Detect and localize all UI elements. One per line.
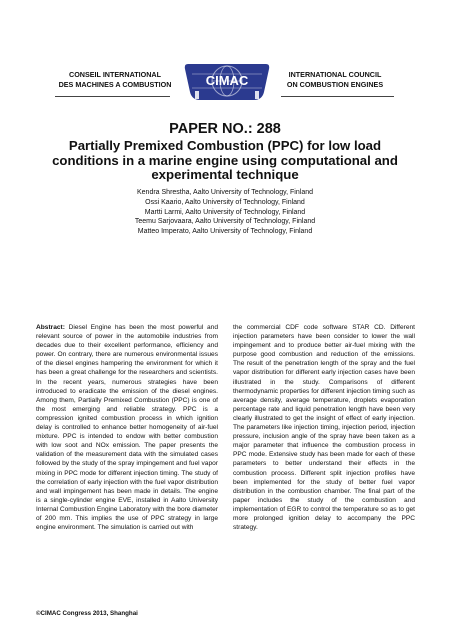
international-council-header [274, 70, 396, 90]
abstract-left-column [36, 323, 218, 532]
abstract-text-right: the commercial CDF code software STAR CD. Different injection parameters have been consider to lower the wall impingement and to produce better air-fuel mixing with the purpose good combustion and reduction of the emissions. The result of the penetration length of the spray and the fuel vapor distribution for different early injection cases have been illustrated in the study. Comparisons of different thermodynamic properties for different injection timing such as average density, average temperature, droplets evaporation percentage rate and liquid penetration length have been very clearly illustrated to get the insight of effect of early injection. The parameters like injection timing, injection period, injection pressure, inclusion angle of the spray have been taken as a major parameter that influence the combustion process in PPC mode. Extensive study has been made for each of these parameters to better understand their effects in the combustion process. Different split injection profiles have been implemented for the study of better fuel vapor distribution in the combustion chamber. The final part of the paper includes the study of the combustion and implementation of EGR to control the temperature so as to get more prolonged ignition delay to accompany the PPC strategy. [233, 324, 415, 532]
paper-title: Partially Premixed Combustion (PPC) for low load conditions in a marine engine using computational and experimental technique [52, 138, 398, 182]
abstract-text-left: Diesel Engine has been the most powerful and relevant source of power in the automobile industries from decades due to their excellent performance, efficiency and power. On contrary, there are numerous environmental issues of the diesel engines hampering the environment for which it has been a great challenge for the researchers and scientists. In the recent years, numerous strategies have been introduced to eradicate the emission of the diesel engines. Among them, Partially Premixed Combustion (PPC) is one of the most emerging and reliable strategy. PPC is a compression ignited combustion process in which ignition delay is controlled to enhance better homogeneity of air-fuel mixture. PPC is intended to endow with better combustion with low soot and NOx emission. The paper presents the validation of the measurement data with the simulated cases followed by the study of the spray impingement and fuel vapor mixing in PPC mode for different injection timing. The study of the correlation of early injection with the fuel vapor distribution and wall impingement has been made in details. The engine is a single-cylinder engine EVE, installed in Aalto University Internal Combustion Engine Laboratory with the bore diameter of 200 mm. This implies the use of PPC strategy in large engine environment. The simulation is carried out with [36, 324, 218, 532]
paper-number: PAPER NO.: 288 [169, 121, 281, 137]
header-rule-left [55, 96, 170, 97]
author-5: Matteo Imperato, Aalto University of Technology, Finland [137, 228, 313, 236]
abstract-right-column [233, 323, 415, 532]
author-2: Ossi Kaario, Aalto University of Technology, Finland [145, 198, 305, 206]
author-3: Martti Larmi, Aalto University of Technology, Finland [144, 208, 306, 216]
org-right-line-1: INTERNATIONAL COUNCIL [288, 70, 382, 79]
cimac-logo-icon [180, 60, 274, 104]
header-rule-right [281, 96, 394, 97]
abstract-label: Abstract: [36, 324, 65, 331]
org-left-line-1: CONSEIL INTERNATIONAL [69, 70, 161, 79]
author-list [90, 188, 360, 237]
author-4: Teemu Sarjovaara, Aalto University of Technology, Finland [134, 218, 316, 226]
copyright-footer: ©CIMAC Congress 2013, Shanghai [36, 610, 138, 617]
author-1: Kendra Shrestha, Aalto University of Technology, Finland [136, 189, 313, 196]
conseil-international-header [55, 70, 175, 90]
org-right-line-2: ON COMBUSTION ENGINES [286, 80, 384, 89]
logo-text: CIMAC [205, 73, 249, 88]
org-left-line-2: DES MACHINES A COMBUSTION [58, 80, 172, 89]
